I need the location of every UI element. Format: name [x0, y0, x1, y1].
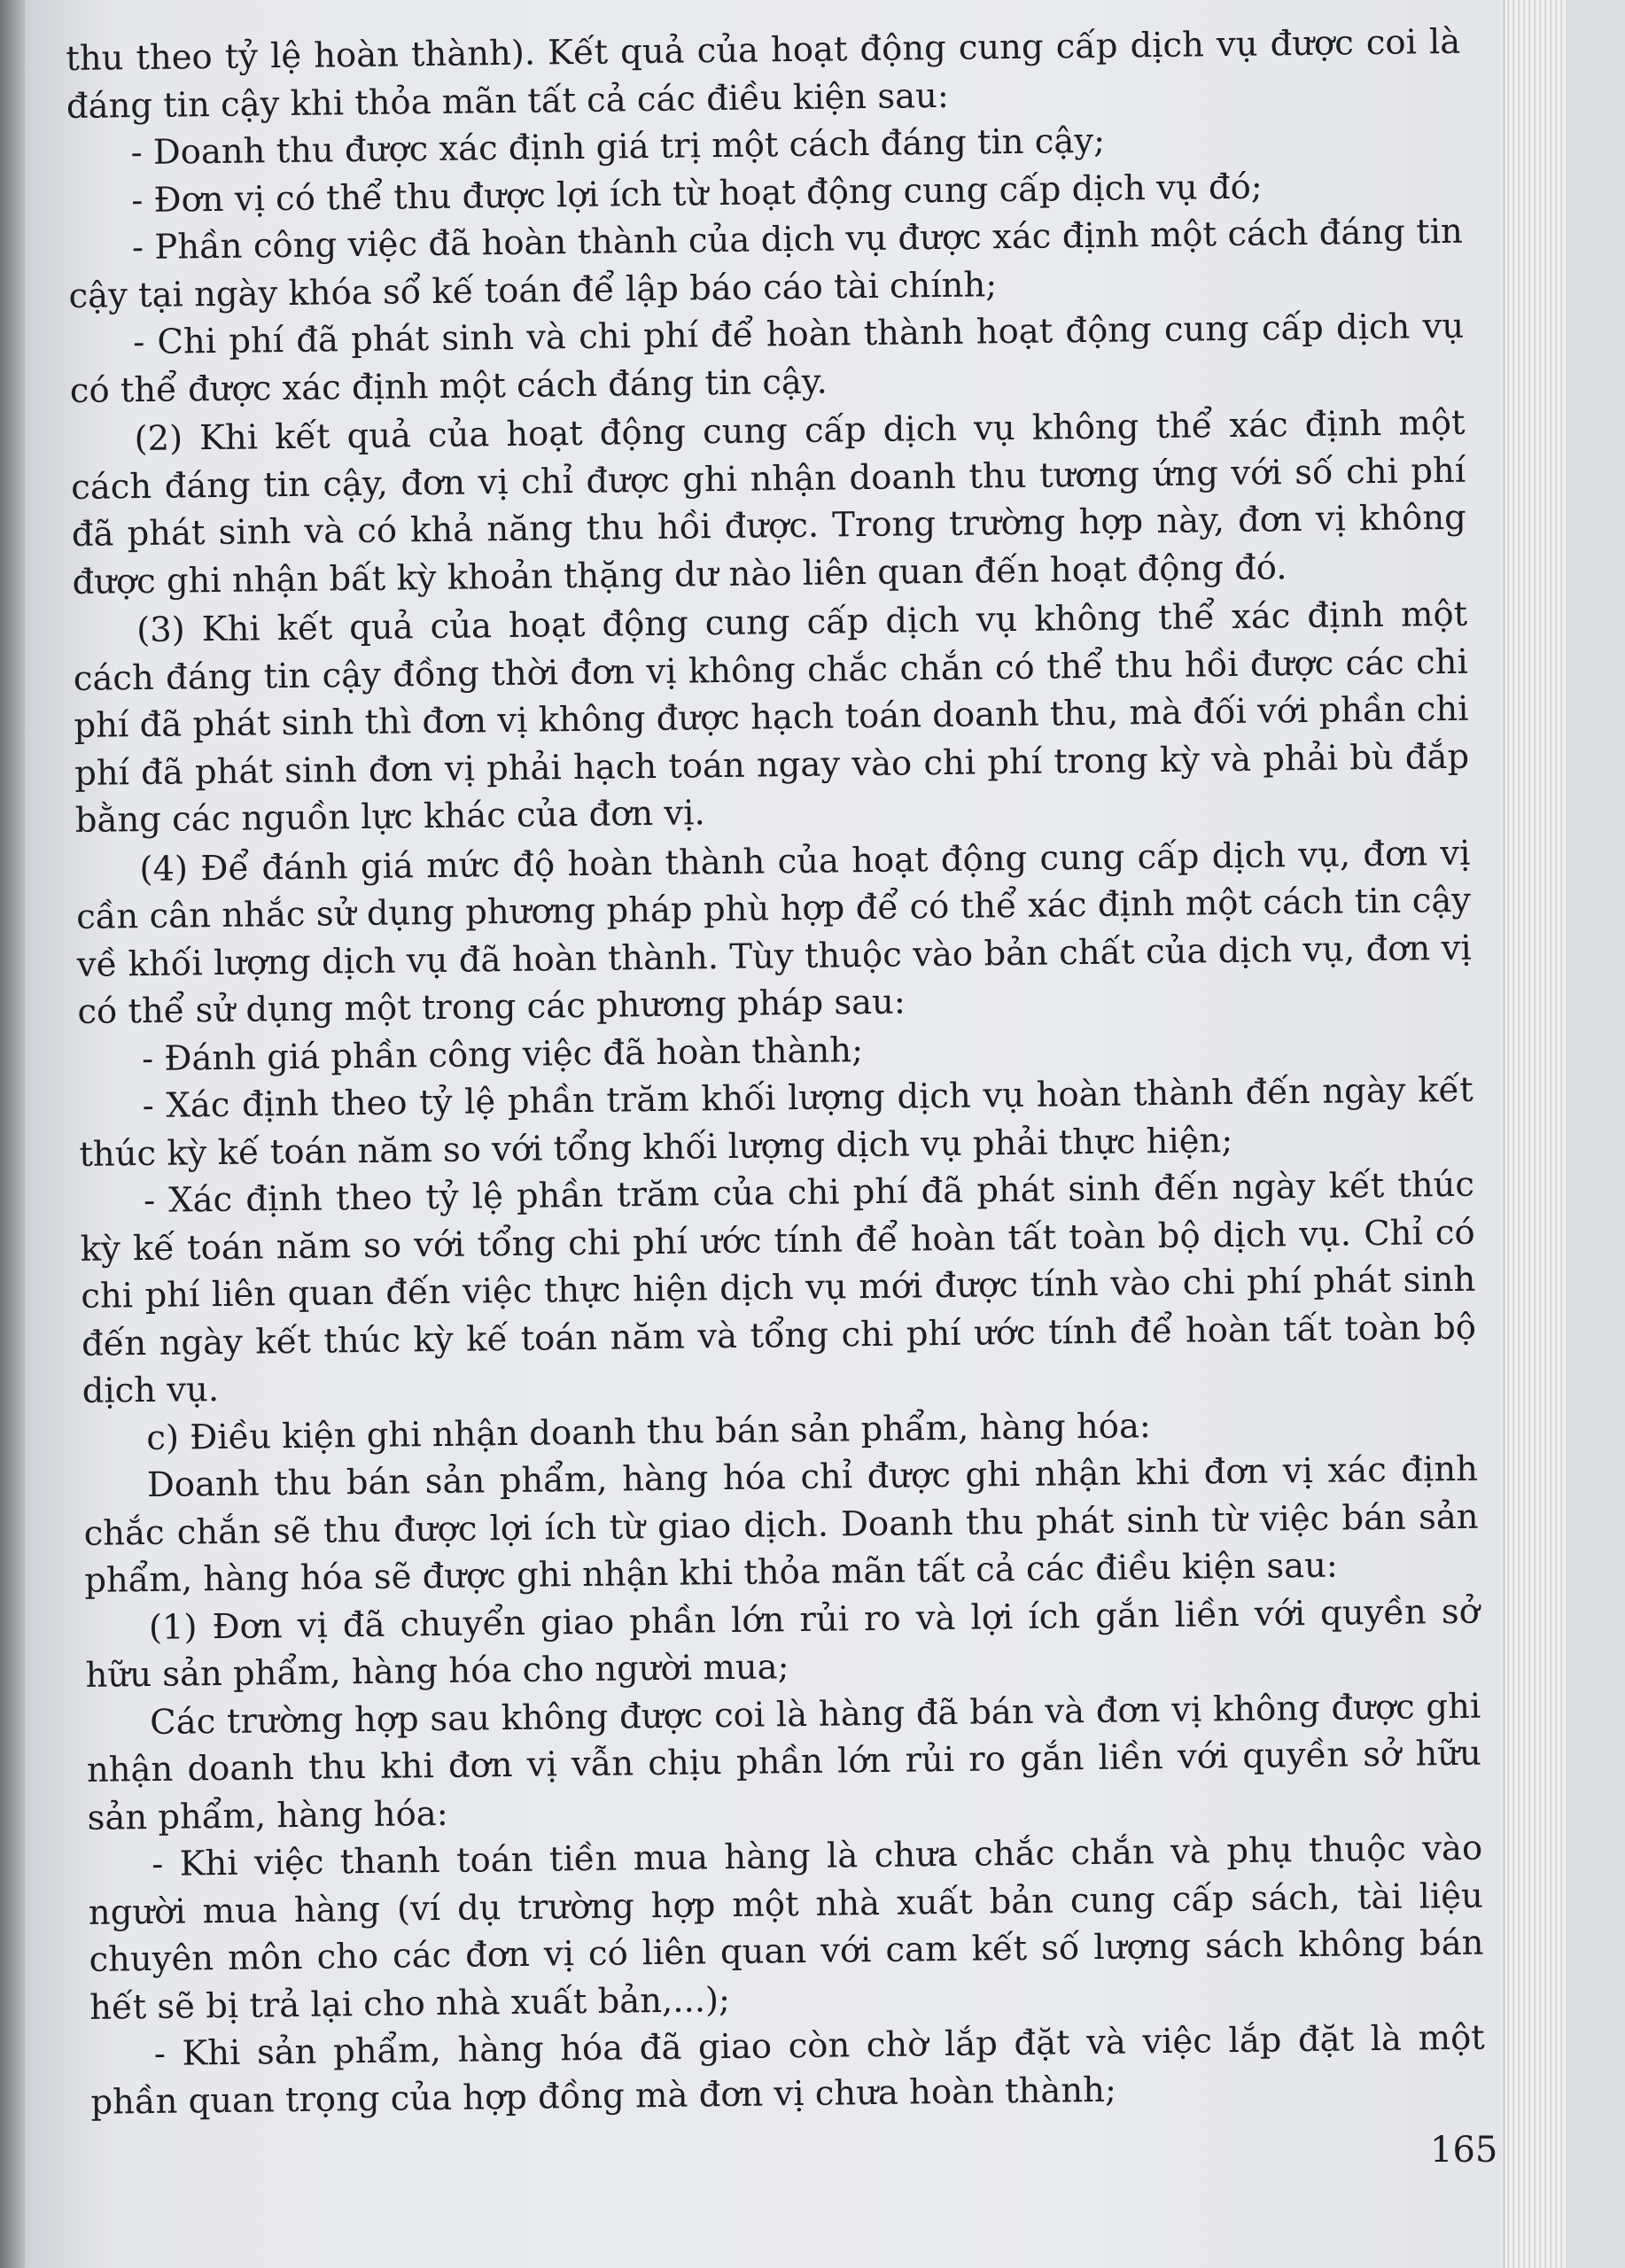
- paragraph: (4) Để đánh giá mức độ hoàn thành của hoạt động cung cấp dịch vụ, đơn vị cần cân nhắc sử dụng phương pháp phù hợp để có thể xác định một cách tin cậy về khối lượng dịch vụ đã hoàn thành. Tùy thuộc vào bản chất của dịch vụ, đơn vị có thể sử dụng một trong các phương pháp sau:: [75, 833, 1472, 1032]
- paragraph: - Khi sản phẩm, hàng hóa đã giao còn chờ lắp đặt và việc lắp đặt là một phần quan trọng của hợp đồng mà đơn vị chưa hoàn thành;: [90, 2017, 1486, 2123]
- paragraph: - Xác định theo tỷ lệ phần trăm khối lượng dịch vụ hoàn thành đến ngày kết thúc kỳ kế toán năm so với tổng khối lượng dịch vụ phải thực hiện;: [79, 1069, 1473, 1175]
- paragraph: Doanh thu bán sản phẩm, hàng hóa chỉ được ghi nhận khi đơn vị xác định chắc chắn sẽ thu được lợi ích từ giao dịch. Doanh thu phát sinh từ việc bán sản phẩm, hàng hóa sẽ được ghi nhận khi thỏa mãn tất cả các điều kiện sau:: [83, 1449, 1479, 1601]
- page-edges: [1504, 0, 1567, 2268]
- paragraph: - Doanh thu được xác định giá trị một cách đáng tin cậy;: [130, 120, 1106, 174]
- paragraph: (3) Khi kết quả của hoạt động cung cấp dịch vụ không thể xác định một cách đáng tin cậy đồng thời đơn vị không chắc chắn có thể thu hồi được các chi phí đã phát sinh thì đơn vị không được hạch toán doanh thu, mà đối với phần chi phí đã phát sinh đơn vị phải hạch toán ngay vào chi phí trong kỳ và phải bù đắp bằng các nguồn lực khác của đơn vị.: [73, 594, 1470, 841]
- page-number: 165: [1430, 2130, 1498, 2171]
- paragraph: - Khi việc thanh toán tiền mua hàng là chưa chắc chắn và phụ thuộc vào người mua hàng (ví dụ trường hợp một nhà xuất bản cung cấp sách, tài liệu chuyên môn cho các đơn vị có liên quan với cam kết số lượng sách không bán hết sẽ bị trả lại cho nhà xuất bản,...);: [88, 1828, 1484, 2028]
- page-text: [66, 19, 1486, 2126]
- paragraph: - Xác định theo tỷ lệ phần trăm của chi phí đã phát sinh đến ngày kết thúc kỳ kế toán năm so với tổng chi phí ước tính để hoàn tất toàn bộ dịch vụ. Chỉ có chi phí liên quan đến việc thực hiện dịch vụ mới được tính vào chi phí phát sinh đến ngày kết thúc kỳ kế toán năm và tổng chi phí ước tính để hoàn tất toàn bộ dịch vụ.: [80, 1164, 1477, 1411]
- paragraph: (2) Khi kết quả của hoạt động cung cấp dịch vụ không thể xác định một cách đáng tin cậy, đơn vị chỉ được ghi nhận doanh thu tương ứng với số chi phí đã phát sinh và có khả năng thu hồi được. Trong trường hợp này, đơn vị không được ghi nhận bất kỳ khoản thặng dư nào liên quan đến hoạt động đó.: [70, 402, 1467, 602]
- paragraph: Các trường hợp sau không được coi là hàng đã bán và đơn vị không được ghi nhận doanh thu khi đơn vị vẫn chịu phần lớn rủi ro gắn liền với quyền sở hữu sản phẩm, hàng hóa:: [86, 1686, 1482, 1838]
- paragraph: - Đánh giá phần công việc đã hoàn thành;: [141, 1029, 864, 1079]
- paragraph: - Đơn vị có thể thu được lợi ích từ hoạt động cung cấp dịch vụ đó;: [131, 167, 1263, 221]
- paragraph: - Chi phí đã phát sinh và chi phí để hoàn thành hoạt động cung cấp dịch vụ có thể được xác định một cách đáng tin cậy.: [69, 306, 1465, 411]
- paragraph: (1) Đơn vị đã chuyển giao phần lớn rủi ro và lợi ích gắn liền với quyền sở hữu sản phẩm, hàng hóa cho người mua;: [85, 1591, 1481, 1696]
- paragraph: - Phần công việc đã hoàn thành của dịch vụ được xác định một cách đáng tin cậy tại ngày khóa sổ kế toán để lập báo cáo tài chính;: [68, 211, 1464, 316]
- paragraph: c) Điều kiện ghi nhận doanh thu bán sản phẩm, hàng hóa:: [146, 1405, 1152, 1458]
- paragraph: thu theo tỷ lệ hoàn thành). Kết quả của hoạt động cung cấp dịch vụ được coi là đáng tin cậy khi thỏa mãn tất cả các điều kiện sau:: [66, 21, 1461, 127]
